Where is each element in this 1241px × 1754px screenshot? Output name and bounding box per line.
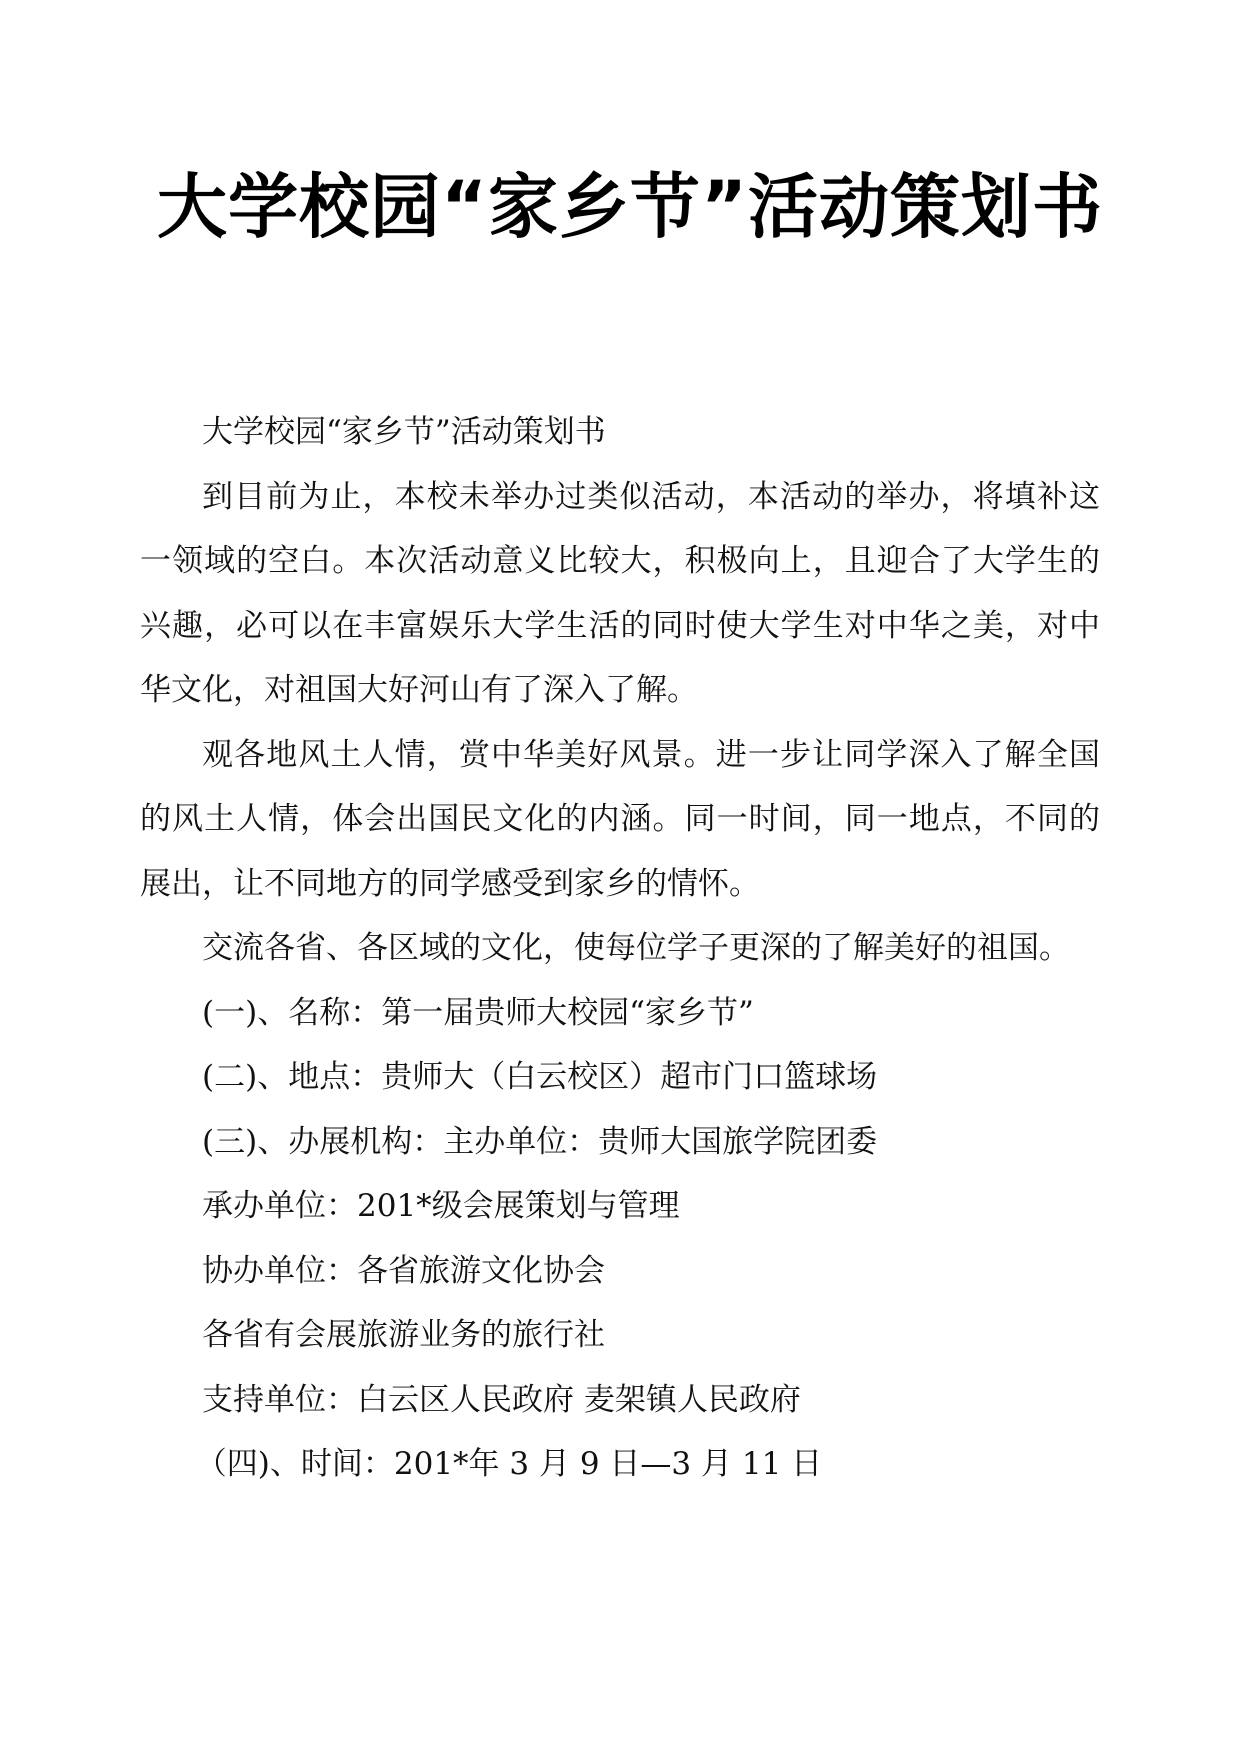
- item-undertaker: 承办单位：201*级会展策划与管理: [202, 1188, 680, 1224]
- item-travel-agencies: 各省有会展旅游业务的旅行社: [202, 1317, 605, 1353]
- item-co-organizer: 协办单位：各省旅游文化协会: [202, 1252, 605, 1289]
- paragraph-exchange: 交流各省、各区域的文化，使每位学子更深的了解美好的祖国。: [202, 930, 1070, 966]
- document-title: 大学校园“家乡节”活动策划书: [156, 166, 1103, 248]
- item-time: （四)、时间：201*年 3 月 9 日—3 月 11 日: [195, 1446, 823, 1482]
- item-organizers: (三)、办展机构：主办单位：贵师大国旅学院团委: [202, 1123, 878, 1160]
- item-name: (一)、名称：第一届贵师大校园“家乡节”: [202, 994, 754, 1031]
- item-location: (二)、地点：贵师大（白云校区）超市门口篮球场: [202, 1059, 878, 1095]
- paragraph-intro: 到目前为止，本校未举办过类似活动，本活动的举办，将填补这一领域的空白。本次活动意义比较大，积极向上，且迎合了大学生的兴趣，必可以在丰富娱乐大学生活的同时使大学生对中华之美，对中华文化，对祖国大好河山有了深入了解。: [140, 478, 1100, 708]
- document-body: [140, 400, 1100, 1497]
- item-supporters: 支持单位：白云区人民政府 麦架镇人民政府: [202, 1381, 801, 1418]
- paragraph-subtitle: 大学校园“家乡节”活动策划书: [202, 414, 606, 450]
- paragraph-purpose: 观各地风土人情，赏中华美好风景。进一步让同学深入了解全国的风土人情，体会出国民文化的内涵。同一时间，同一地点，不同的展出，让不同地方的同学感受到家乡的情怀。: [140, 736, 1100, 902]
